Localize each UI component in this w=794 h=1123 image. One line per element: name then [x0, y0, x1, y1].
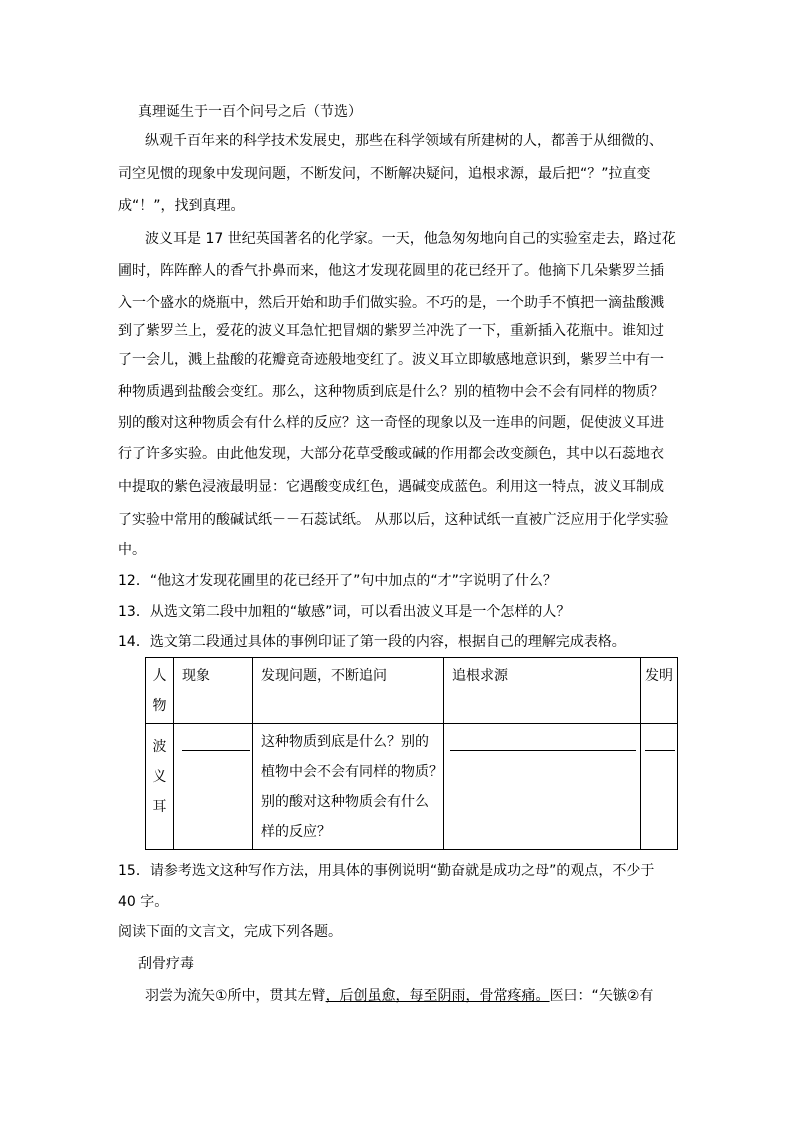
para2-line: 波义耳是 17 世纪英国著名的化学家。一天，他急匆匆地向自己的实验室走去，路过花: [145, 231, 676, 247]
row-person: 波 义 耳: [146, 724, 174, 850]
question-15-cont: 40 字。: [118, 894, 169, 910]
header-phenomenon: 现象: [174, 658, 253, 724]
passage2-line: 羽尝为流矢①所中，贯其左臂，后创虽愈，每至阴雨，骨常疼痛。医曰：“矢镞②有: [145, 988, 654, 1004]
question-15: 15．请参考选文这种写作方法，用具体的事例说明“勤奋就是成功之母”的观点，不少于: [118, 863, 655, 879]
para2-line: 别的酸对这种物质会有什么样的反应？这一奇怪的现象以及一连串的问题，促使波义耳进: [118, 415, 664, 431]
para2-line: 种物质遇到盐酸会变红。那么，这种物质到底是什么？别的植物中会不会有同样的物质？: [118, 384, 664, 400]
para1-line: 纵观千百年来的科学技术发展史，那些在科学领域有所建树的人，都善于从细微的、: [145, 133, 663, 149]
passage2-title: 刮骨疗毒: [138, 956, 194, 972]
para1-line: 成“！”，找到真理。: [118, 198, 245, 214]
para2-line: 中提取的紫色浸液最明显：它遇酸变成红色，遇碱变成蓝色。利用这一特点，波义耳制成: [118, 479, 664, 495]
para2-line: 行了许多实验。由此他发现，大部分花草受酸或碱的作用都会改变颜色，其中以石蕊地衣: [118, 446, 664, 462]
header-person: 人 物: [146, 658, 174, 724]
row-phenomenon[interactable]: [174, 724, 253, 850]
answer-blank: [182, 750, 250, 751]
para2-line: 了一会儿，溅上盐酸的花瓣竟奇迹般地变红了。波义耳立即敏感地意识到，紫罗兰中有一: [118, 352, 664, 368]
para2-line: 中。: [118, 542, 146, 558]
answer-table: [145, 657, 678, 850]
passage-title: 真理诞生于一百个问号之后（节选）: [138, 104, 362, 120]
instruction: 阅读下面的文言文，完成下列各题。: [118, 924, 342, 940]
para2-line: 圃时，阵阵醉人的香气扑鼻而来，他这才发现花圆里的花已经开了。他摘下几朵紫罗兰插: [118, 263, 664, 279]
header-discover: 发现问题，不断追问: [253, 658, 444, 724]
header-invent: 发明: [641, 658, 678, 724]
answer-blank: [450, 750, 636, 751]
question-13: 13．从选文第二段中加粗的“敏感”词，可以看出波义耳是一个怎样的人？: [118, 604, 571, 620]
para2-line: 入一个盛水的烧瓶中，然后开始和助手们做实验。不巧的是，一个助手不慎把一滴盐酸溅: [118, 295, 664, 311]
row-invent[interactable]: [641, 724, 678, 850]
header-trace: 追根求源: [444, 658, 641, 724]
row-trace[interactable]: [444, 724, 641, 850]
question-14: 14．选文第二段通过具体的事例印证了第一段的内容，根据自己的理解完成表格。: [118, 634, 626, 650]
underlined-text: ，后创虽愈，每至阴雨，骨常疼痛。: [325, 988, 550, 1004]
answer-blank: [645, 750, 675, 751]
para2-line: 了实验中常用的酸碱试纸－－石蕊试纸。 从那以后，这种试纸一直被广泛应用于化学实验: [118, 512, 669, 528]
question-12: 12．“他这才发现花圃里的花已经开了”句中加点的“才”字说明了什么？: [118, 573, 557, 589]
para1-line: 司空见惯的现象中发现问题，不断发问，不断解决疑问，追根求源，最后把“？”拉直变: [118, 166, 651, 182]
row-question: 这种物质到底是什么？别的 植物中会不会有同样的物质？ 别的酸对这种物质会有什么 样的反应？: [253, 724, 444, 850]
para2-line: 到了紫罗兰上，爱花的波义耳急忙把冒烟的紫罗兰冲洗了一下，重新插入花瓶中。谁知过: [118, 323, 664, 339]
